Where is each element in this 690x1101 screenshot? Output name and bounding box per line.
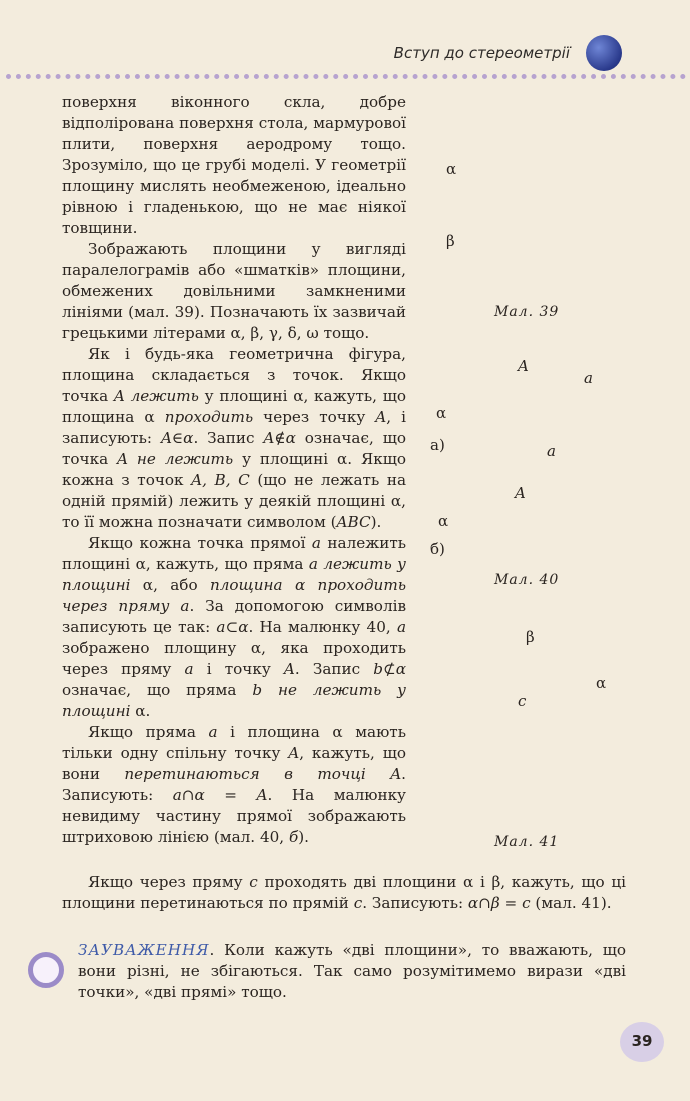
header-dotted-rule xyxy=(6,74,686,79)
fig40b-alpha-label: α xyxy=(438,512,449,530)
fig40b-point-label: A xyxy=(515,484,526,502)
paragraph-3: Як і будь-яка геометрична фігура, площина складається з точок. Якщо точка A лежить у площині α, кажуть, що площина α проходить через точку A, і записують: A∈α. Запис A∉α означає, що точка A не лежить у площині α. Якщо кожна з точок A, B, C (що не лежать на одній прямій) лежить у деякій площині α, то її можна позначати символом (ABC). xyxy=(62,345,406,531)
fig40a-point-label: A xyxy=(518,357,529,375)
fig40b-line-label: a xyxy=(547,442,556,460)
section-header-title: Вступ до стереометрії xyxy=(393,44,570,62)
fig40a-alpha-label: α xyxy=(436,404,447,422)
header-decor-ball xyxy=(586,35,622,71)
fig41-beta-label: β xyxy=(526,628,535,646)
fig39-beta-label: β xyxy=(446,232,455,250)
fig39-caption: Мал. 39 xyxy=(494,304,560,320)
paragraph-4: Якщо кожна точка прямої a належить площині α, кажуть, що пряма a лежить у площині α, або площина α проходить через пряму a. За допомогою символів записують це так: a⊂α. На малюнку 40, а зображено площину α, яка проходить через пряму a і точку A. Запис b⊄α означає, що пряма b не лежить у площині α. xyxy=(62,534,406,720)
note-heading: ЗАУВАЖЕННЯ xyxy=(78,941,210,959)
page-number: 39 xyxy=(631,1032,653,1050)
paragraph-2: Зображають площини у вигляді паралелограмів або «шматків» площини, обмежених довільними замкненими лініями (мал. 39). Позначають їх зазвичай грецькими літерами α, β, γ, δ, ω тощо. xyxy=(62,240,406,342)
fig41-caption: Мал. 41 xyxy=(494,834,560,850)
page-number-badge xyxy=(620,1022,664,1062)
fig40a-sublabel: а) xyxy=(430,436,445,454)
paragraph-1: поверхня віконного скла, добре відполірована поверхня стола, мармурової плити, поверхня аеродрому тощо. Зрозуміло, що це грубі моделі. У геометрії площину мислять необмеженою, ідеально рівною і гладенькою, що не має ніякої товщини. xyxy=(62,93,406,237)
fig40b-sublabel: б) xyxy=(430,540,445,558)
note-circle-icon xyxy=(28,952,64,988)
text-column xyxy=(62,92,406,848)
fig40-caption: Мал. 40 xyxy=(494,572,560,588)
wide-text xyxy=(62,872,626,914)
fig40a-line-label: a xyxy=(584,369,593,387)
note-text: . Коли кажуть «дві площини», то вважають, що вони різні, не збігаються. Так само розумітимемо вирази «дві точки», «дві прямі» тощо. xyxy=(78,941,626,1001)
fig39-alpha-label: α xyxy=(446,160,457,178)
note-block xyxy=(78,940,626,1003)
paragraph-5: Якщо пряма a і площина α мають тільки одну спільну точку A, кажуть, що вони перетинаються в точці A. Записують: a∩α = A. На малюнку невидиму частину прямої зображають штриховою лінією (мал. 40, б). xyxy=(62,723,406,846)
fig41-alpha-label: α xyxy=(596,674,607,692)
paragraph-6: Якщо через пряму c проходять дві площини α і β, кажуть, що ці площини перетинаються по прямій c. Записують: α∩β = c (мал. 41). xyxy=(62,873,626,912)
fig41-line-label: c xyxy=(518,692,527,710)
